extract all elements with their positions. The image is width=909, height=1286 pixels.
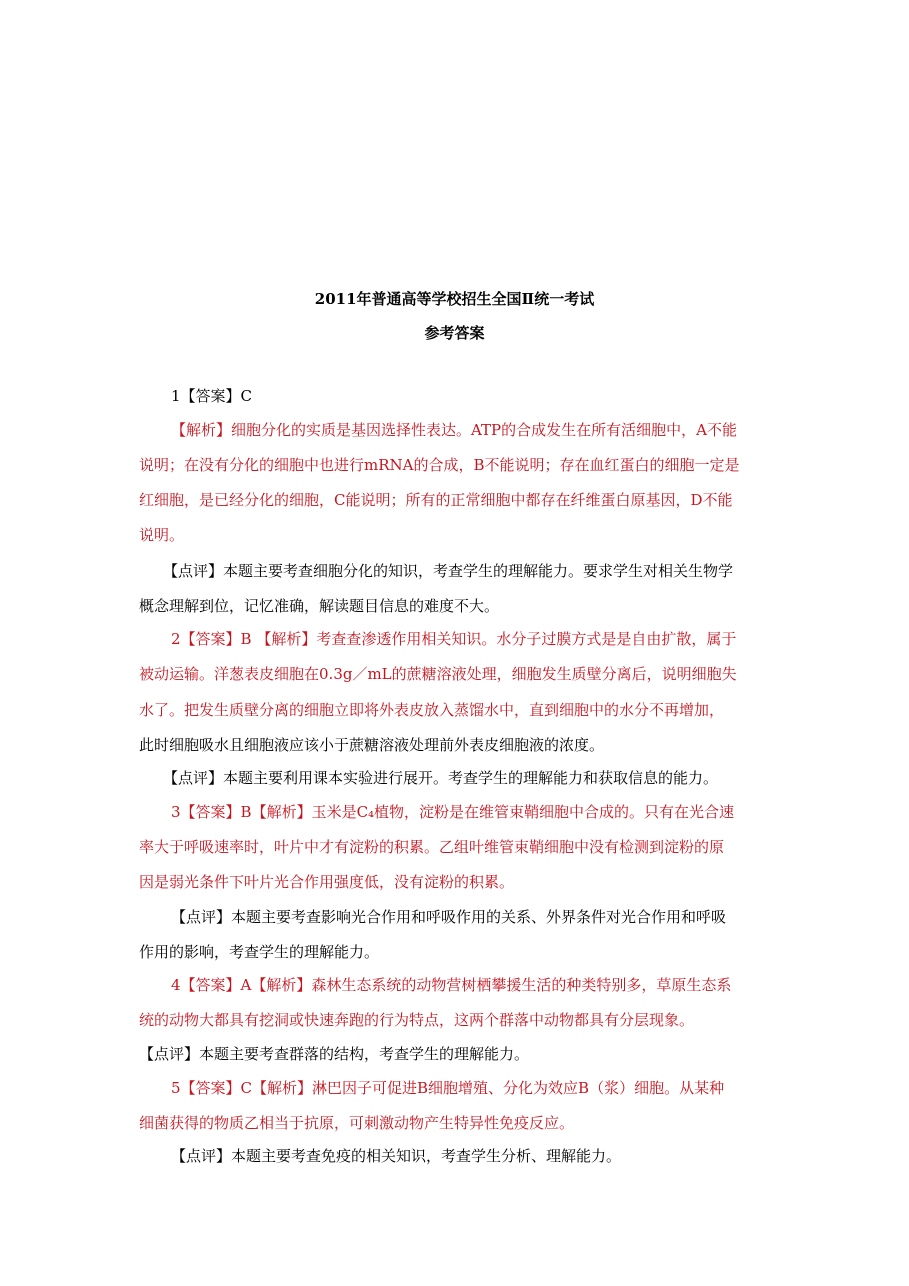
answer-3: 3【答案】B【解析】玉米是C₄植物，淀粉是在维管束鞘细胞中合成的。只有在光合速 bbox=[171, 803, 735, 821]
answer-4-comment: 【点评】本题主要考查群落的结构，考查学生的理解能力。 bbox=[139, 1045, 530, 1063]
answer-1-comment-cont: 概念理解到位，记忆准确，解读题目信息的难度不大。 bbox=[139, 597, 500, 615]
answer-5: 5【答案】C【解析】淋巴因子可促进B细胞增殖、分化为效应B（浆）细胞。从某种 bbox=[171, 1079, 725, 1097]
answer-5-comment: 【点评】本题主要考查免疫的相关知识，考查学生分析、理解能力。 bbox=[171, 1147, 622, 1165]
answer-1-heading: 1【答案】C bbox=[171, 387, 253, 405]
answer-1-analysis-cont: 红细胞，是已经分化的细胞，C能说明；所有的正常细胞中都存在纤维蛋白原基因，D不能 bbox=[139, 491, 733, 509]
answer-1-analysis-cont: 说明。 bbox=[139, 526, 185, 544]
answer-3-cont: 因是弱光条件下叶片光合作用强度低，没有淀粉的积累。 bbox=[139, 873, 515, 891]
answer-2: 2【答案】B 【解析】考查查渗透作用相关知识。水分子过膜方式是是自由扩散，属于 bbox=[171, 630, 737, 648]
answer-2-cont: 水了。把发生质壁分离的细胞立即将外表皮放入蒸馏水中，直到细胞中的水分不再增加， bbox=[139, 701, 725, 719]
answer-1-comment: 【点评】本题主要考查细胞分化的知识，考查学生的理解能力。要求学生对相关生物学 bbox=[163, 562, 734, 580]
answer-4: 4【答案】A【解析】森林生态系统的动物营树栖攀援生活的种类特别多，草原生态系 bbox=[171, 976, 732, 994]
answer-1-analysis: 【解析】细胞分化的实质是基因选择性表达。ATP的合成发生在所有活细胞中，A不能 bbox=[171, 421, 737, 439]
answer-3-cont: 率大于呼吸速率时，叶片中才有淀粉的积累。乙组叶维管束鞘细胞中没有检测到淀粉的原 bbox=[139, 838, 725, 856]
answer-2-comment: 【点评】本题主要利用课本实验进行展开。考查学生的理解能力和获取信息的能力。 bbox=[163, 769, 719, 787]
answer-1-analysis-cont: 说明；在没有分化的细胞中也进行mRNA的合成，B不能说明；存在血红蛋白的细胞一定是 bbox=[139, 456, 740, 474]
answer-2-cont: 被动运输。洋葱表皮细胞在0.3g／mL的蔗糖溶液处理，细胞发生质壁分离后，说明细胞失 bbox=[139, 665, 737, 683]
answer-4-cont: 统的动物大都具有挖洞或快速奔跑的行为特点，这两个群落中动物都具有分层现象。 bbox=[139, 1011, 695, 1029]
answer-3-comment: 【点评】本题主要考查影响光合作用和呼吸作用的关系、外界条件对光合作用和呼吸 bbox=[171, 908, 727, 926]
document-title: 2011年普通高等学校招生全国Ⅱ统一考试 bbox=[314, 290, 595, 308]
answer-3-comment-cont: 作用的影响，考查学生的理解能力。 bbox=[139, 943, 380, 961]
answer-2-cont: 此时细胞吸水且细胞液应该小于蔗糖溶液处理前外表皮细胞液的浓度。 bbox=[139, 736, 605, 754]
document-subtitle: 参考答案 bbox=[424, 324, 485, 342]
answer-5-cont: 细菌获得的物质乙相当于抗原，可刺激动物产生特异性免疫反应。 bbox=[139, 1114, 575, 1132]
